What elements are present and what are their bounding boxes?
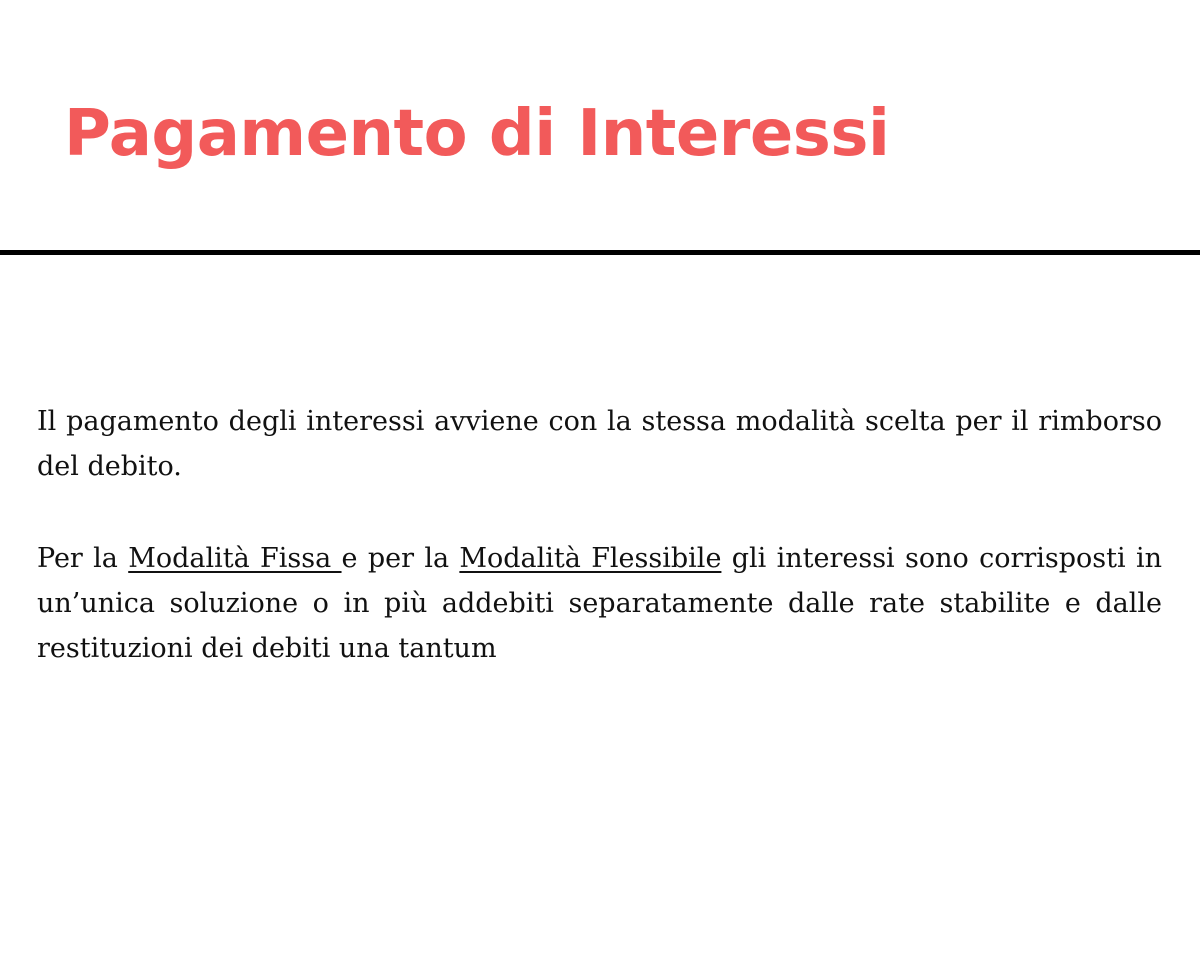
- modalita-flessibile-underlined: Modalità Flessibile: [459, 543, 722, 574]
- paragraph-text-before: Per la: [37, 543, 129, 574]
- paragraph-text-after: gli interessi sono corrisposti in un’unica soluzione o in più addebiti separatamente dalle rate stabilite e dalle restituzioni dei debiti una tantum: [37, 543, 1162, 664]
- page-title: Pagamento di Interessi: [64, 97, 890, 171]
- paragraph-payment-modes: [37, 536, 1162, 671]
- modalita-fissa-underlined: Modalità Fissa: [128, 543, 342, 574]
- paragraph-interest-payment: Il pagamento degli interessi avviene con la stessa modalità scelta per il rimborso del debito.: [37, 406, 1162, 482]
- horizontal-divider: [0, 250, 1200, 255]
- paragraph-text-middle: e per la: [341, 543, 460, 574]
